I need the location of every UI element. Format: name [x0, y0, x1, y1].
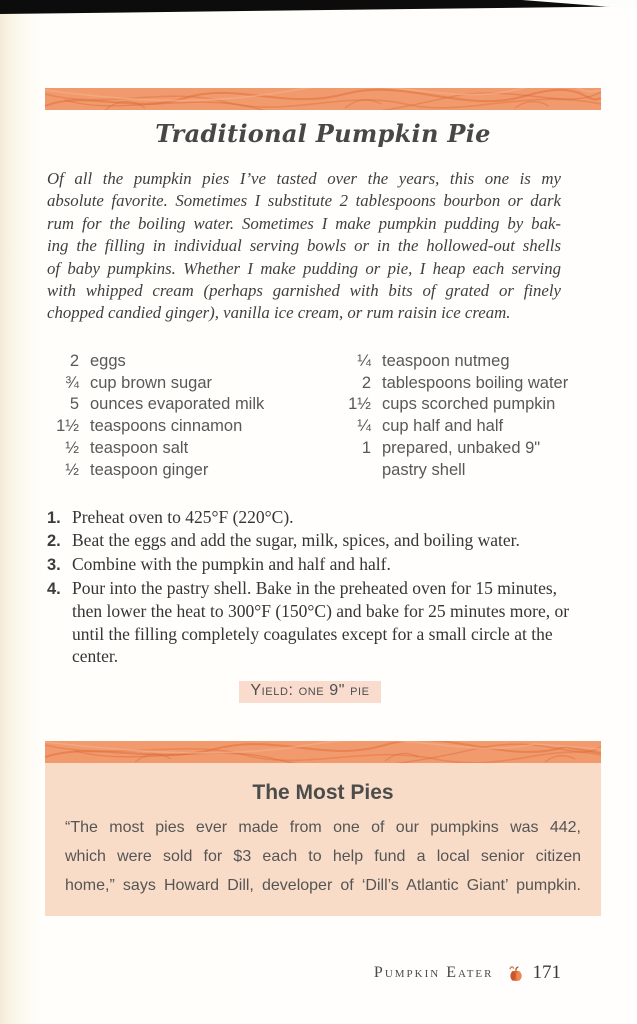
recipe-title: Traditional Pumpkin Pie — [155, 119, 491, 148]
step-text: Combine with the pumpkin and half and half. — [72, 554, 391, 575]
ingredient-quantity: ¾ — [65, 373, 79, 392]
ingredient-name: eggs — [90, 351, 126, 370]
band-texture-pattern — [45, 741, 601, 763]
sidebar-text-line: home,” says Howard Dill, developer of ‘Dill’s Atlantic Giant’ pumpkin. — [65, 877, 581, 895]
ingredient-quantity: ¼ — [357, 417, 371, 436]
ingredient-row — [45, 460, 337, 482]
ingredient-name: tablespoons boiling water — [382, 373, 569, 392]
ingredient-row — [45, 394, 337, 416]
sidebar-text-line: which were sold for $3 each to help fund a local senior citizen — [65, 848, 581, 866]
sidebar-box — [45, 763, 601, 916]
ingredient-row — [45, 373, 337, 395]
step-number: 2. — [47, 532, 61, 551]
page-number: 171 — [532, 962, 561, 984]
band-texture-pattern — [45, 88, 601, 110]
instruction-step — [47, 506, 601, 530]
ingredient-name: pastry shell — [382, 460, 466, 479]
instruction-step — [47, 529, 601, 553]
instruction-list — [47, 506, 601, 669]
ingredient-name: teaspoon salt — [90, 439, 189, 458]
ingredient-row — [337, 438, 601, 460]
step-text: Beat the eggs and add the sugar, milk, spices, and boiling water. — [72, 530, 520, 551]
ingredient-row — [337, 351, 601, 373]
sidebar-title: The Most Pies — [252, 781, 394, 805]
intro-line: ing the filling in individual serving bowls or in the hollowed-out shells — [47, 236, 561, 256]
yield-badge: Yield: one 9" pie — [239, 681, 380, 703]
ingredient-quantity: 1½ — [56, 417, 79, 436]
step-number: 4. — [47, 580, 61, 599]
page-content — [45, 88, 601, 984]
ingredient-quantity: 5 — [69, 395, 79, 414]
ingredient-row — [45, 438, 337, 460]
ingredient-row — [337, 373, 601, 395]
ingredient-quantity: 2 — [69, 351, 79, 370]
ingredient-column-left — [45, 351, 337, 482]
ingredient-row-continuation — [337, 460, 601, 482]
instruction-step — [47, 577, 601, 668]
step-text: Preheat oven to 425°F (220°C). — [72, 506, 294, 527]
intro-line: Of all the pumpkin pies I’ve tasted over the years, this one is my — [47, 169, 561, 188]
step-text: Pour into the pastry shell. Bake in the preheated oven for 15 minutes, then lower the heat to 300°F (150°C) and bake for 25 minutes more, or until the filling completely coagulates except for a small circle at the center. — [72, 578, 570, 667]
texture-band-top — [45, 88, 601, 110]
intro-line: absolute favorite. Sometimes I substitute 2 tablespoons bourbon or dark — [47, 191, 561, 211]
ingredient-name: cup brown sugar — [90, 373, 212, 392]
ingredient-name: prepared, unbaked 9" — [382, 439, 541, 458]
sidebar-feature — [45, 741, 601, 916]
sidebar-text-line: “The most pies ever made from one of our pumpkins was 442, — [65, 819, 581, 837]
ingredient-list — [45, 351, 601, 482]
ingredient-row — [337, 416, 601, 438]
ingredient-name: ounces evaporated milk — [90, 395, 265, 414]
ingredient-quantity: 1½ — [348, 395, 371, 414]
ingredient-name: teaspoons cinnamon — [90, 417, 243, 436]
texture-band-sidebar — [45, 741, 601, 763]
ingredient-name: teaspoon nutmeg — [382, 351, 510, 370]
ingredient-column-right — [337, 351, 601, 482]
ingredient-row — [45, 351, 337, 373]
ingredient-quantity: ¼ — [357, 351, 371, 370]
intro-line: of baby pumpkins. Whether I make pudding or pie, I heap each serving — [47, 258, 561, 278]
recipe-intro — [47, 168, 561, 325]
page-footer — [45, 962, 601, 984]
ingredient-quantity: 1 — [361, 439, 371, 458]
step-number: 1. — [47, 508, 61, 527]
pumpkin-icon — [506, 965, 525, 982]
chapter-label: Pumpkin Eater — [373, 964, 494, 982]
ingredient-quantity: ½ — [65, 439, 79, 458]
yield-row — [45, 681, 601, 703]
intro-line: chopped candied ginger), vanilla ice cream, or rum raisin ice cream. — [47, 303, 511, 323]
intro-line: rum for the boiling water. Sometimes I make pumpkin pudding by bak- — [47, 213, 561, 233]
ingredient-row — [45, 416, 337, 438]
ingredient-name: teaspoon ginger — [90, 460, 209, 479]
ingredient-name: cup half and half — [382, 417, 504, 436]
instruction-step — [47, 553, 601, 577]
ingredient-name: cups scorched pumpkin — [382, 395, 556, 414]
intro-line: with whipped cream (perhaps garnished with bits of grated or finely — [47, 281, 561, 301]
scan-edge-artifact — [0, 0, 637, 14]
ingredient-quantity: 2 — [361, 373, 371, 392]
ingredient-quantity — [337, 460, 371, 482]
ingredient-quantity: ½ — [65, 460, 79, 479]
ingredient-row — [337, 394, 601, 416]
step-number: 3. — [47, 556, 61, 575]
